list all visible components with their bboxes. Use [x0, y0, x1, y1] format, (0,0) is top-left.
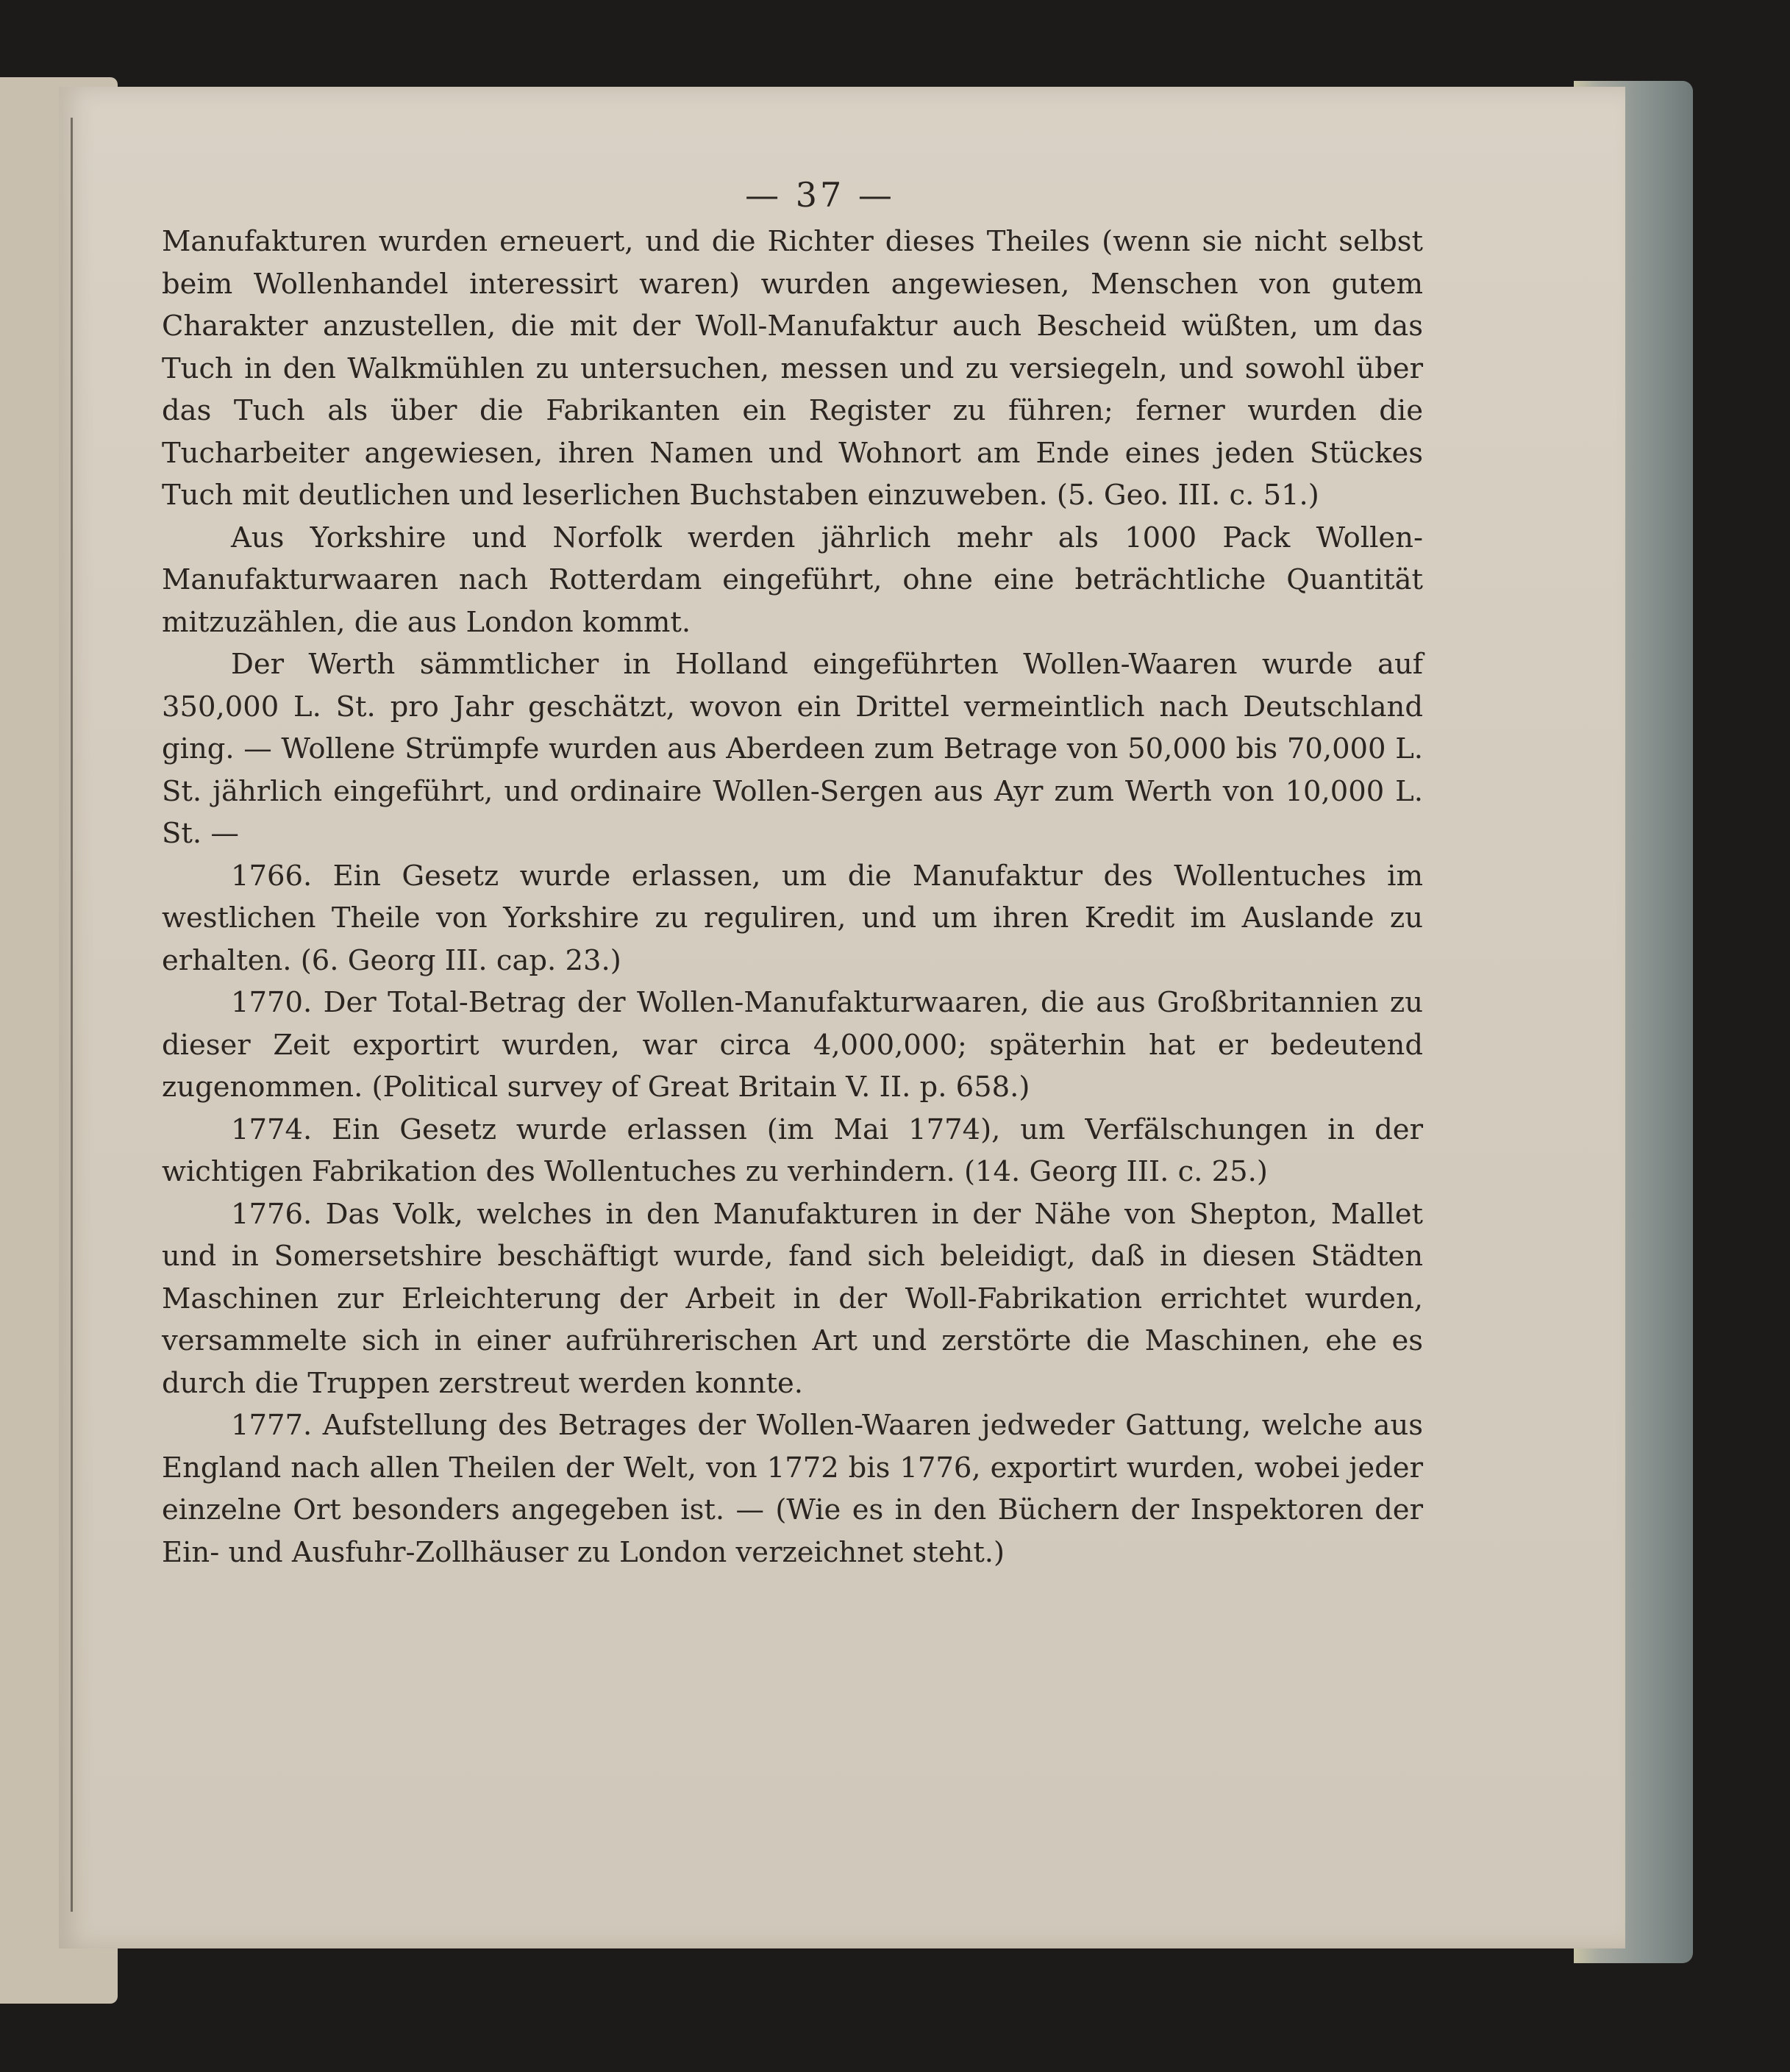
page-number: — 37 — [745, 175, 895, 215]
paragraph-1: Manufakturen wurden erneuert, und die Richter dieses Theiles (wenn sie nicht selbst beim Wollenhandel interessirt waren) wurden angewiesen, Menschen von gutem Charakter anzustellen, die mit der Woll-Manufaktur auch Bescheid wüßten, um das Tuch in den Walkmühlen zu untersuchen, messen und zu versiegeln, und sowohl über das Tuch als über die Fabrikanten ein Register zu führen; ferner wurden die Tucharbeiter angewiesen, ihren Namen und Wohnort am Ende eines jeden Stückes Tuch mit deutlichen und leserlichen Buchstaben einzuweben. (5. Geo. III. c. 51.) [162, 225, 1423, 512]
paragraph-1770: 1770. Der Total-Betrag der Wollen-Manufakturwaaren, die aus Großbritannien zu dieser Zeit exportirt wurden, war circa 4,000,000; späterhin hat er bedeutend zugenommen. (Political survey of Great Britain V. II. p. 658.) [162, 986, 1423, 1104]
paragraph-2: Aus Yorkshire und Norfolk werden jährlich mehr als 1000 Pack Wollen-Manufakturwaaren nach Rotterdam eingeführt, ohne eine beträchtliche Quantität mitzuzählen, die aus London kommt. [162, 521, 1423, 639]
paragraph-1774: 1774. Ein Gesetz wurde erlassen (im Mai 1774), um Verfälschungen in der wichtigen Fabrikation des Wollentuches zu verhindern. (14. Georg III. c. 25.) [162, 1112, 1423, 1188]
page-body-text [162, 221, 1423, 1573]
paragraph-1766: 1766. Ein Gesetz wurde erlassen, um die Manufaktur des Wollentuches im westlichen Theile von Yorkshire zu reguliren, und um ihren Kredit im Auslande zu erhalten. (6. Georg III. cap. 23.) [162, 859, 1423, 977]
paragraph-1777: 1777. Aufstellung des Betrages der Wollen-Waaren jedweder Gattung, welche aus England nach allen Theilen der Welt, von 1772 bis 1776, exportirt wurden, wobei jeder einzelne Ort besonders angegeben ist. — (Wie es in den Büchern der Inspektoren der Ein- und Ausfuhr-Zollhäuser zu London verzeichnet steht.) [162, 1409, 1423, 1569]
paragraph-3: Der Werth sämmtlicher in Holland eingeführten Wollen-Waaren wurde auf 350,000 L. St. pro Jahr geschätzt, wovon ein Drittel vermeintlich nach Deutschland ging. — Wollene Strümpfe wurden aus Aberdeen zum Betrage von 50,000 bis 70,000 L. St. jährlich eingeführt, und ordinaire Wollen-Sergen aus Ayr zum Werth von 10,000 L. St. — [162, 648, 1423, 850]
binding-gutter [71, 118, 73, 1912]
paragraph-1776: 1776. Das Volk, welches in den Manufakturen in der Nähe von Shepton, Mallet und in Somersetshire beschäftigt wurde, fand sich beleidigt, daß in diesen Städten Maschinen zur Erleichterung der Arbeit in der Woll-Fabrikation errichtet wurden, versammelte sich in einer aufrührerischen Art und zerstörte die Maschinen, ehe es durch die Truppen zerstreut werden konnte. [162, 1197, 1423, 1400]
